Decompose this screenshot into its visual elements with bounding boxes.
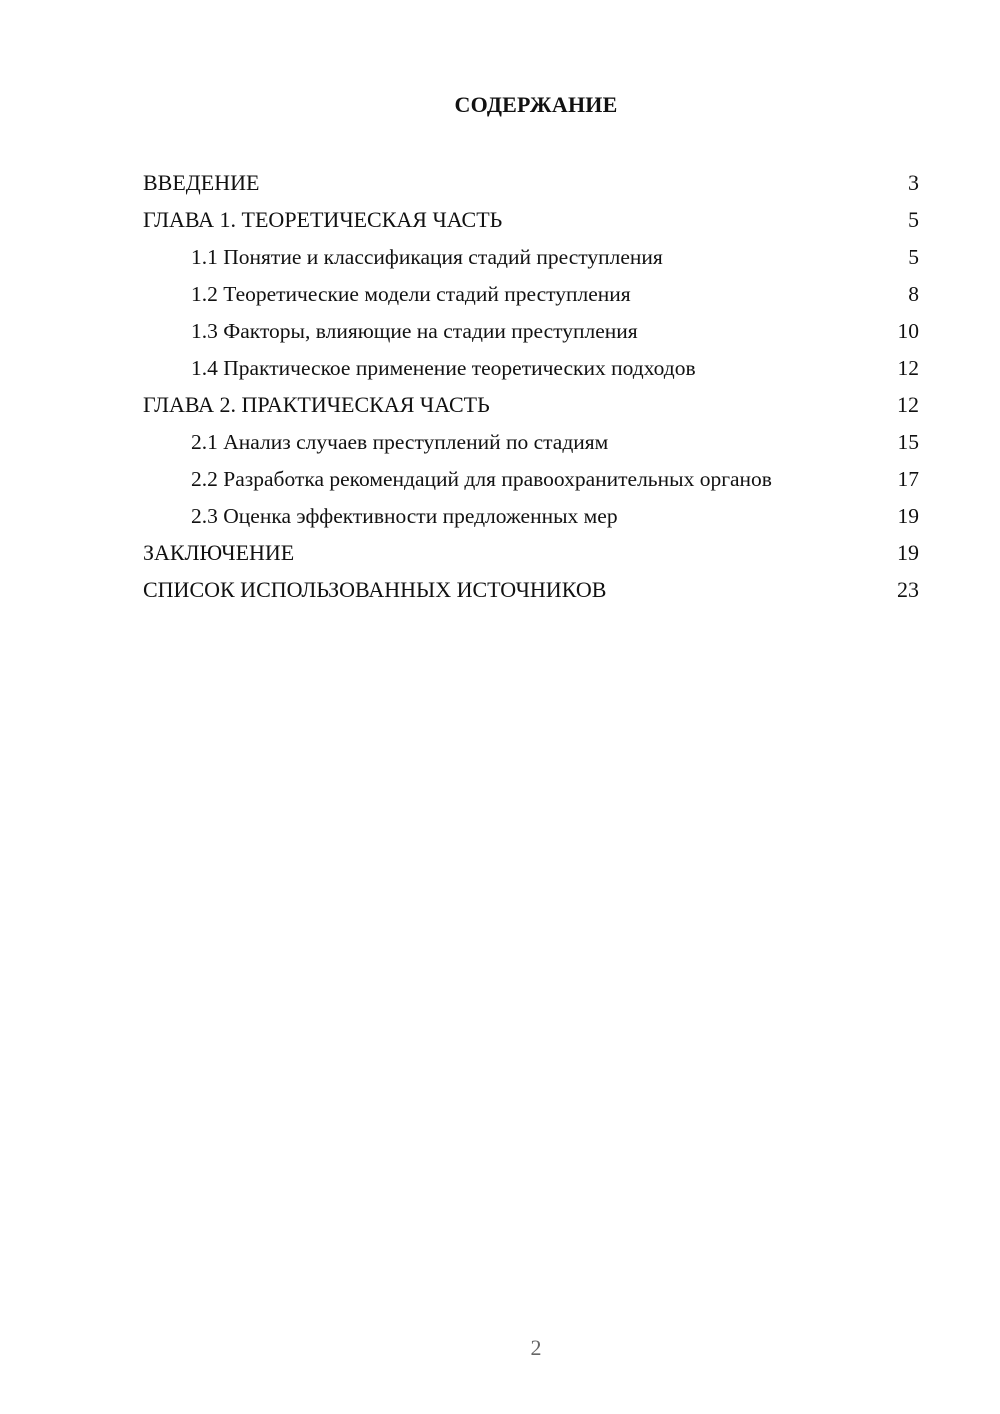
toc-entry[interactable] (143, 239, 919, 276)
page-title: СОДЕРЖАНИЕ (454, 92, 618, 117)
page-number: 2 (530, 1335, 542, 1360)
toc-entry-text: 1.2 Теоретические модели стадий преступления (191, 282, 631, 306)
toc-entry[interactable] (143, 498, 919, 535)
toc-entry[interactable] (143, 276, 919, 313)
toc-entry-text: ЗАКЛЮЧЕНИЕ (143, 540, 295, 565)
toc-entry-page: 19 (897, 504, 919, 528)
toc-entry[interactable] (143, 572, 919, 609)
toc-entry-text: ВВЕДЕНИЕ (143, 170, 260, 195)
table-of-contents (143, 165, 919, 609)
toc-entry[interactable] (143, 535, 919, 572)
toc-entry-text: ГЛАВА 2. ПРАКТИЧЕСКАЯ ЧАСТЬ (143, 392, 490, 417)
toc-entry-text: 2.1 Анализ случаев преступлений по стадиям (191, 430, 609, 454)
toc-entry[interactable] (143, 202, 919, 239)
toc-entry-text: 1.4 Практическое применение теоретических подходов (191, 356, 696, 380)
toc-entry[interactable] (143, 461, 919, 498)
toc-entry[interactable] (143, 424, 919, 461)
toc-entry-text: 1.1 Понятие и классификация стадий преступления (191, 245, 663, 269)
toc-entry-text: ГЛАВА 1. ТЕОРЕТИЧЕСКАЯ ЧАСТЬ (143, 207, 503, 232)
toc-entry-text: 2.2 Разработка рекомендаций для правоохранительных органов (191, 467, 772, 491)
toc-entry-page: 3 (908, 170, 919, 195)
toc-entry-page: 12 (897, 356, 919, 380)
toc-entry-page: 10 (897, 319, 919, 343)
toc-entry-text: 2.3 Оценка эффективности предложенных мер (191, 504, 618, 528)
toc-entry[interactable] (143, 313, 919, 350)
toc-entry[interactable] (143, 350, 919, 387)
toc-entry-page: 5 (908, 207, 919, 232)
toc-entry-page: 5 (908, 245, 919, 269)
toc-entry-text: СПИСОК ИСПОЛЬЗОВАННЫХ ИСТОЧНИКОВ (143, 577, 607, 602)
toc-entry-page: 19 (897, 540, 919, 565)
toc-entry[interactable] (143, 165, 919, 202)
toc-entry-page: 17 (897, 467, 919, 491)
toc-entry[interactable] (143, 387, 919, 424)
toc-entry-page: 12 (897, 392, 919, 417)
toc-entry-page: 23 (897, 577, 919, 602)
toc-entry-page: 8 (908, 282, 919, 306)
toc-entry-page: 15 (897, 430, 919, 454)
toc-entry-text: 1.3 Факторы, влияющие на стадии преступления (191, 319, 638, 343)
